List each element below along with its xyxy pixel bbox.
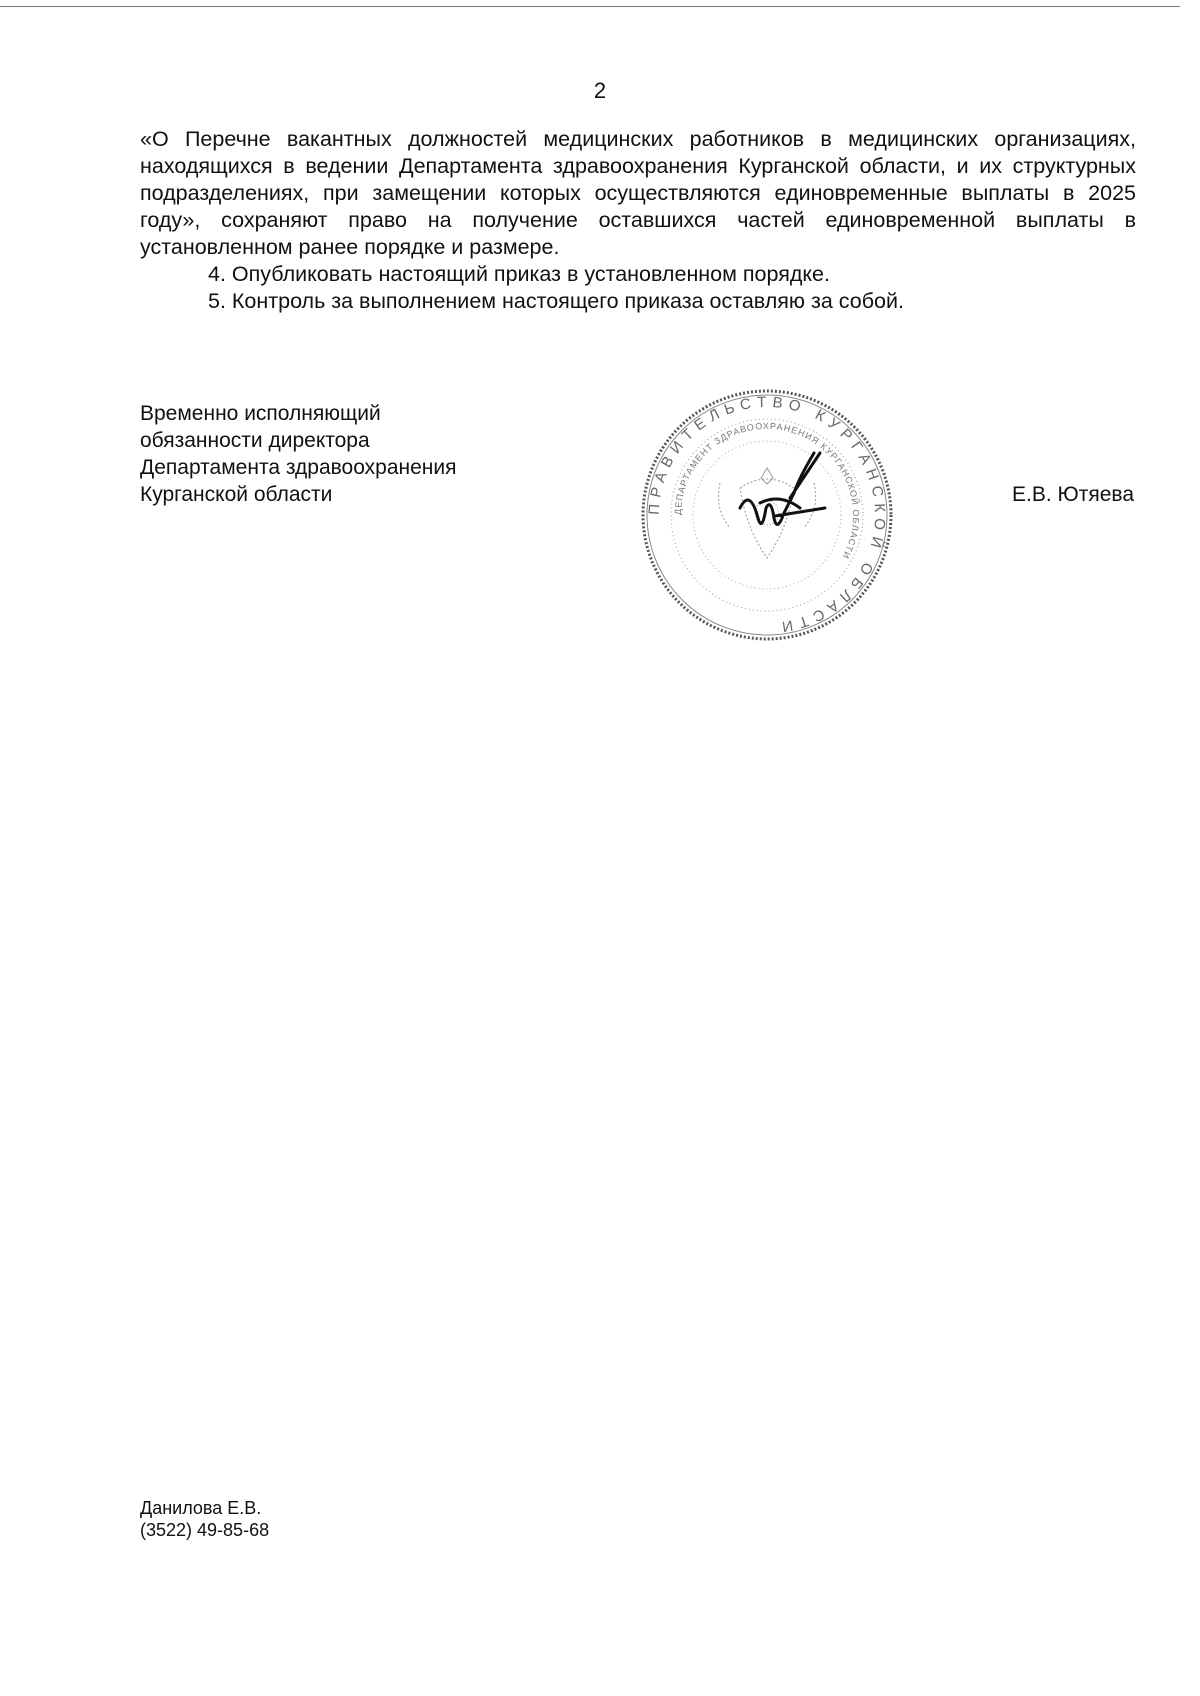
official-stamp-icon: [640, 388, 894, 642]
position-line: Временно исполняющий: [140, 402, 381, 425]
signatory-position: [140, 400, 457, 508]
executor-info: [140, 1497, 269, 1541]
position-line: обязанности директора: [140, 429, 370, 452]
executor-name: Данилова Е.В.: [140, 1498, 262, 1518]
svg-text:ПРАВИТЕЛЬСТВО КУРГАНСКОЙ ОБЛАС: ПРАВИТЕЛЬСТВО КУРГАНСКОЙ ОБЛАСТИ: [645, 393, 889, 636]
document-body: [140, 126, 1136, 315]
list-item: 4. Опубликовать настоящий приказ в установленном порядке.: [208, 262, 830, 286]
handwritten-signature: [740, 453, 825, 524]
position-line: Департамента здравоохранения: [140, 456, 457, 479]
list-item: 5. Контроль за выполнением настоящего приказа оставляю за собой.: [208, 289, 904, 313]
paragraph: «О Перечне вакантных должностей медицинских работников в медицинских организациях, находящихся в ведении Департамента здравоохранения Курганской области, и их структурных подразделениях, при замещении которых осуществляются единовременные выплаты в 2025 году», сохраняют право на получение оставшихся частей единовременной выплаты в установленном ранее порядке и размере.: [140, 127, 1136, 259]
position-line: Курганской области: [140, 483, 333, 506]
executor-phone: (3522) 49-85-68: [140, 1520, 270, 1540]
signatory-name: Е.В. Ютяева: [1012, 483, 1135, 506]
page-number: 2: [593, 78, 607, 103]
svg-text:ДЕПАРТАМЕНТ ЗДРАВООХРАНЕНИЯ КУ: ДЕПАРТАМЕНТ ЗДРАВООХРАНЕНИЯ КУРГАНСКОЙ ОБЛАСТИ: [672, 420, 862, 562]
scan-edge-line: [0, 6, 1180, 7]
